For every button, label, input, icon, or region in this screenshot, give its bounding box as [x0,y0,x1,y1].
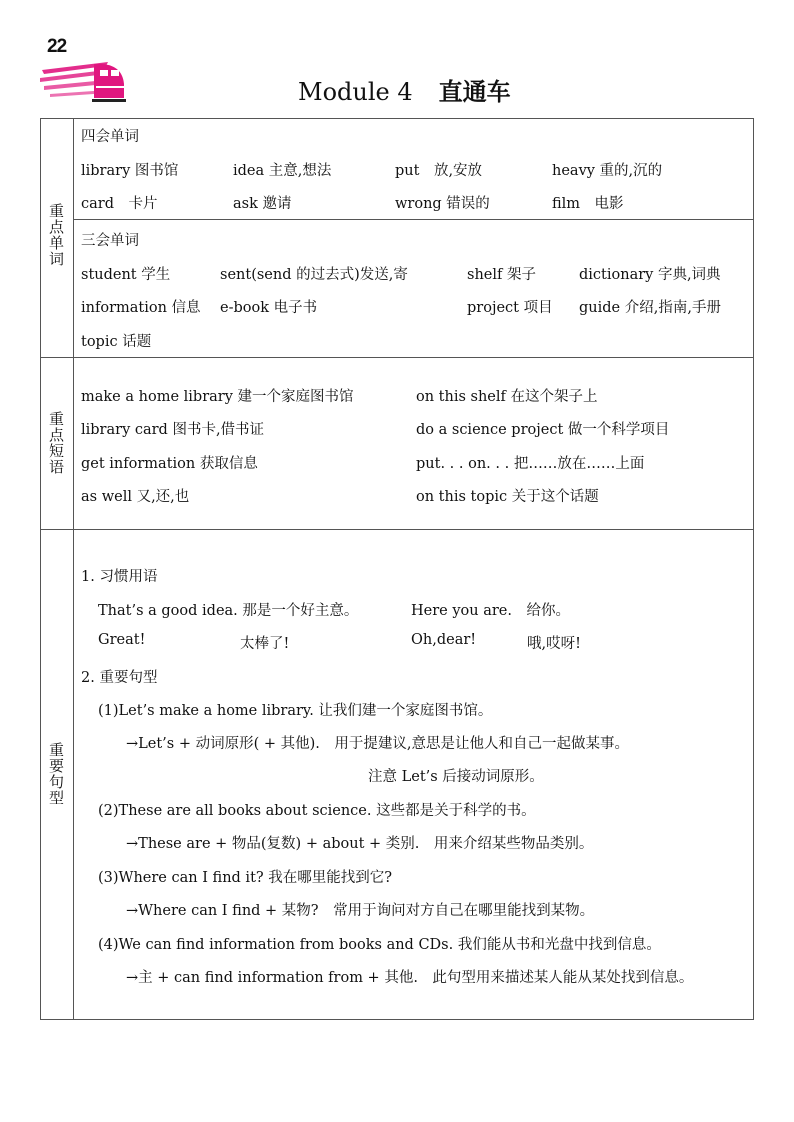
word-item: guide 介绍,指南,手册 [579,300,721,316]
phrase-item: on this shelf 在这个架子上 [416,389,598,405]
phrase-item: as well 又,还,也 [81,489,190,505]
key-words-label: 重 点 单 词 [48,202,64,268]
three-skill-heading: 三会单词 [81,233,139,249]
word-item: heavy 重的,沉的 [552,163,663,179]
phrase-item: library card 图书卡,借书证 [81,422,265,438]
word-item: e-book 电子书 [220,300,318,316]
phrase-item: get information 获取信息 [81,456,258,472]
word-item: topic 话题 [81,334,152,350]
word-item: information 信息 [81,300,201,316]
page-number: 22 [47,36,67,57]
module-number: Module 4 [298,78,413,106]
word-item: library 图书馆 [81,163,179,179]
pattern-sentence: (1)Let’s make a home library. 让我们建一个家庭图书馆。 [98,703,493,719]
word-item: dictionary 字典,词典 [579,267,721,283]
phrase-item: make a home library 建一个家庭图书馆 [81,389,354,405]
habit-item: Here you are. 给你。 [411,603,570,619]
word-item: card 卡片 [81,196,158,212]
row-divider-1 [40,357,754,358]
pattern-heading: 2. 重要句型 [81,670,158,686]
habit-item: 哦,哎呀! [527,636,581,652]
word-item: shelf 架子 [467,267,536,283]
word-item: sent(send 的过去式)发送,寄 [220,267,408,283]
label-column-divider [73,118,74,1020]
habit-item: That’s a good idea. 那是一个好主意。 [98,603,359,619]
habit-item: Great! [98,632,146,648]
word-item: film 电影 [552,196,624,212]
habit-item: 太棒了! [240,636,290,652]
habit-heading: 1. 习惯用语 [81,569,158,585]
habit-item: Oh,dear! [411,632,477,648]
pattern-note: 注意 Let’s 后接动词原形。 [368,769,544,785]
word-item: put 放,安放 [395,163,483,179]
module-name: 直通车 [438,77,511,106]
word-item: ask 邀请 [233,196,292,212]
train-icon [36,58,128,108]
word-item: wrong 错误的 [395,196,490,212]
pattern-rule: →Let’s + 动词原形( + 其他). 用于提建议,意思是让他人和自己一起做某事。 [126,736,630,752]
word-item: student 学生 [81,267,171,283]
word-item: project 项目 [467,300,553,316]
phrase-item: on this topic 关于这个话题 [416,489,599,505]
pattern-rule: →These are + 物品(复数) + about + 类别. 用来介绍某些物品类别。 [126,836,594,852]
key-phrases-label: 重 点 短 语 [48,410,64,476]
row-divider-2 [40,529,754,530]
words-subdivider [73,219,754,220]
word-item: idea 主意,想法 [233,163,332,179]
phrase-item: do a science project 做一个科学项目 [416,422,670,438]
pattern-sentence: (4)We can find information from books and CDs. 我们能从书和光盘中找到信息。 [98,937,661,953]
page-title [298,72,511,107]
pattern-rule: →主 + can find information from + 其他. 此句型用来描述某人能从某处找到信息。 [126,970,694,986]
four-skill-heading: 四会单词 [81,129,139,145]
pattern-rule: →Where can I find + 某物? 常用于询问对方自己在哪里能找到某物。 [126,903,595,919]
phrase-item: put. . . on. . . 把……放在……上面 [416,456,645,472]
pattern-sentence: (2)These are all books about science. 这些都是关于科学的书。 [98,803,536,819]
pattern-sentence: (3)Where can I find it? 我在哪里能找到它? [98,870,393,886]
key-sentences-label: 重 要 句 型 [48,741,64,807]
